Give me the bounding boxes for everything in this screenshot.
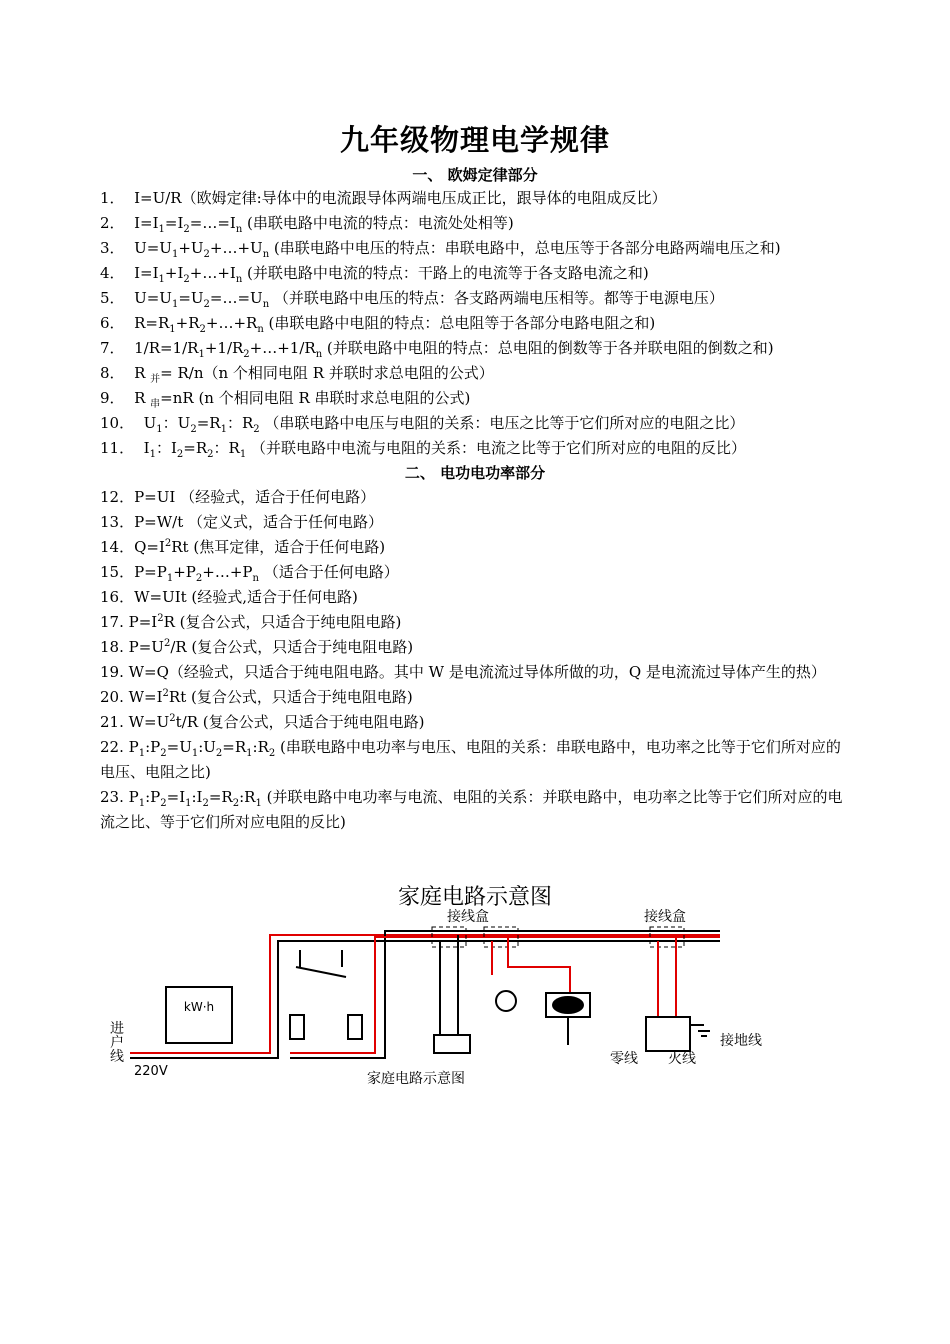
formula-line: 13．P=W/t （定义式，适合于任何电路）: [100, 513, 384, 531]
formula-line: 11． $I_1$：$I_2=R_2$：$R_1$ （并联电路中电流与电阻的关系：电流之比等于它们所对应的电阻的反比）: [100, 439, 746, 460]
formula-line: 14．$Q=I^2Rt$ (焦耳定律，适合于任何电路): [100, 538, 386, 556]
ground-label: 接地线: [720, 1033, 762, 1049]
junction-box-label-2: 接线盒: [644, 909, 686, 925]
fuse-1: [290, 1015, 304, 1039]
diagram-caption: 家庭电路示意图: [367, 1071, 465, 1087]
formula-line: 2． $I=I_1=I_2=\dots=I_n$ (串联电路中电流的特点：电流处处相等): [100, 214, 514, 235]
formula-line: 7． $1/R=1/R_1+1/R_2+\dots+1/R_n$ (并联电路中电阻的特点：总电阻的倒数等于各并联电阻的倒数之和): [100, 339, 774, 360]
fan-icon: [552, 996, 584, 1014]
energy-meter: [166, 987, 232, 1043]
meter-label: kW·h: [183, 1000, 215, 1014]
incoming-label-3: 线: [110, 1049, 124, 1065]
two-pin-outlet: [434, 1035, 470, 1053]
formula-line: 23. $P_1:P_2=I_1:I_2=R_2:R_1$ (并联电路中电功率与电流、电阻的关系：并联电路中，电功率之比等于它们所对应的电流之比、等于它们所对应电阻的反比): [100, 788, 843, 831]
live-label: 火线: [668, 1051, 696, 1067]
ohm-law-list: [100, 186, 852, 461]
three-pin-socket: [646, 1017, 690, 1051]
lamp-icon: [496, 991, 516, 1011]
household-circuit-diagram: [100, 905, 800, 1090]
formula-line: 9． R $_串$=nR (n 个相同电阻 R 串联时求总电阻的公式): [100, 389, 471, 410]
formula-line: 1． I=U/R（欧姆定律:导体中的电流跟导体两端电压成正比，跟导体的电阻成反比）: [100, 189, 667, 207]
section-heading-ohm: 一、 欧姆定律部分: [412, 166, 538, 184]
formula-line: 22. $P_1:P_2=U_1:U_2=R_1:R_2$ (串联电路中电功率与电压、电阻的关系：串联电路中，电功率之比等于它们所对应的电压、电阻之比): [100, 738, 841, 781]
section-heading-power: 二、 电功电功率部分: [404, 464, 546, 482]
outlet-branch: [440, 935, 458, 1035]
formula-line: 3． $U=U_1+U_2+\dots+U_n$ (串联电路中电压的特点：串联电路中，总电压等于各部分电路两端电压之和): [100, 239, 781, 260]
fuse-2: [348, 1015, 362, 1039]
formula-line: 5． $U=U_1=U_2=\dots=U_n$ （并联电路中电压的特点：各支路两端电压相等。都等于电源电压）: [100, 289, 724, 310]
ground-symbol: [690, 1025, 710, 1036]
power-list: [100, 485, 852, 835]
formula-line: 17. $P=I^2R$ (复合公式，只适合于纯电阻电路): [100, 613, 402, 631]
formula-line: 8． R $_并$= R/n（n 个相同电阻 R 并联时求总电阻的公式）: [100, 364, 494, 385]
incoming-label-1: 进: [110, 1021, 124, 1037]
switch-blade: [296, 967, 346, 977]
formula-line: 12．P=UI （经验式，适合于任何电路）: [100, 488, 376, 506]
voltage-label: 220V: [134, 1064, 168, 1079]
incoming-label-2: 户: [110, 1035, 124, 1051]
formula-line: 18. $P=U^2/R$ (复合公式，只适合于纯电阻电路): [100, 638, 414, 656]
diagram-title: 家庭电路示意图: [397, 885, 552, 910]
formula-line: 15．$P=P_1+P_2+\dots+P_n$ （适合于任何电路）: [100, 563, 399, 584]
formula-line: 10． $U_1$：$U_2=R_1$：$R_2$ （串联电路中电压与电阻的关系：电压之比等于它们所对应的电阻之比）: [100, 414, 745, 435]
formula-line: 6． $R=R_1+R_2+\dots+R_n$ (串联电路中电阻的特点：总电阻等于各部分电路电阻之和): [100, 314, 656, 335]
main-switch: [300, 950, 342, 967]
formula-line: 19. W=Q（经验式，只适合于纯电阻电路。其中 W 是电流流过导体所做的功，Q 是电流流过导体产生的热）: [100, 663, 826, 681]
neutral-label: 零线: [610, 1051, 638, 1067]
formula-line: 4． $I=I_1+I_2+\dots+I_n$ (并联电路中电流的特点：干路上的电流等于各支路电流之和): [100, 264, 649, 285]
formula-line: 20. $W=I^2Rt$ (复合公式，只适合于纯电阻电路): [100, 688, 413, 706]
formula-line: 21. $W=U^2t/R$ (复合公式，只适合于纯电阻电路): [100, 713, 425, 731]
lamp-branch: [492, 935, 570, 993]
junction-box-label-1: 接线盒: [447, 909, 489, 925]
formula-line: 16．W=UIt (经验式,适合于任何电路): [100, 588, 358, 606]
page-title: 九年级物理电学规律: [339, 123, 610, 157]
